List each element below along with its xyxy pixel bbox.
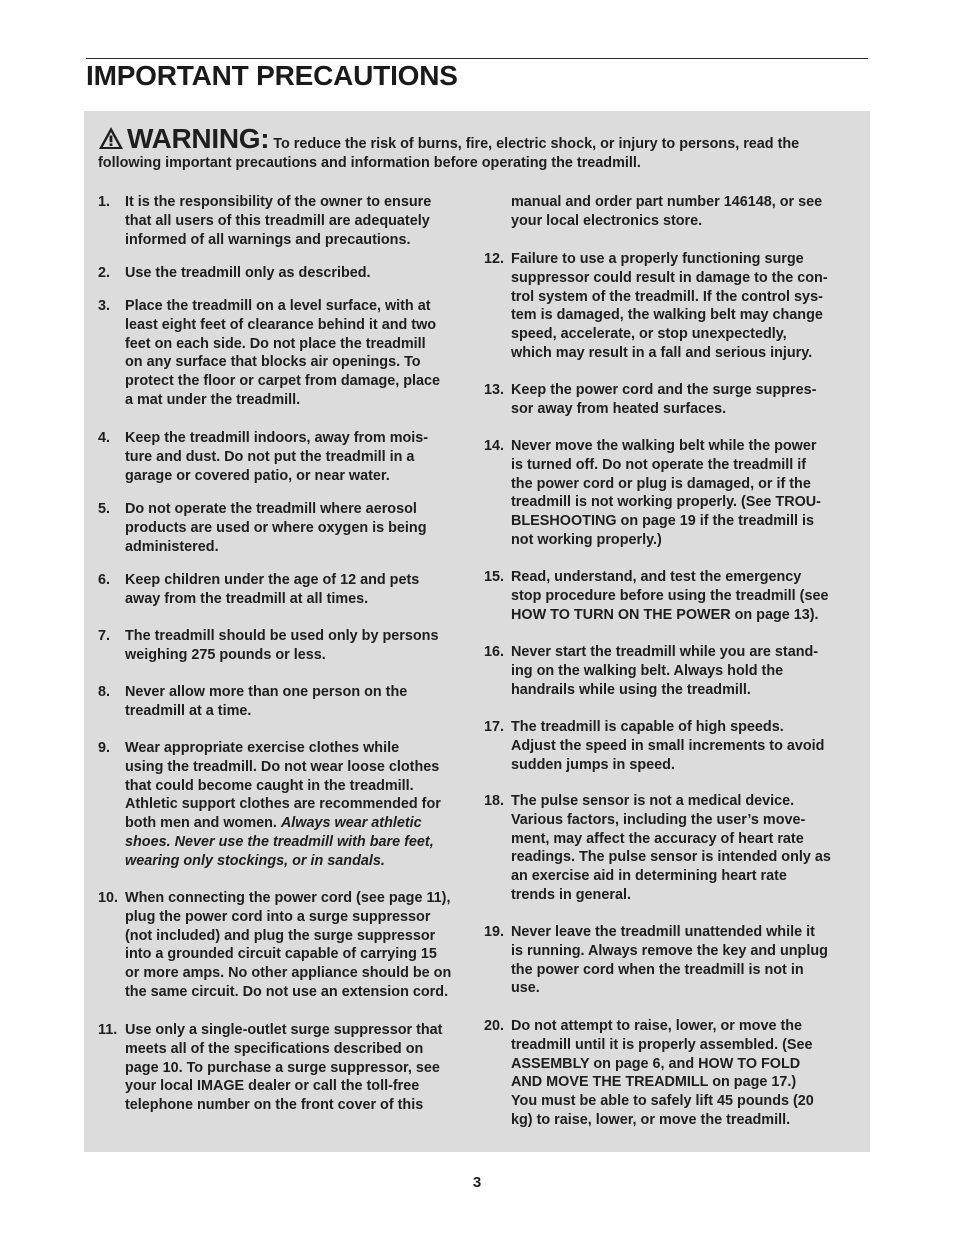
item-number: 5. (98, 501, 111, 517)
list-item (98, 500, 470, 556)
list-item (484, 792, 856, 905)
item-number: 7. (98, 628, 111, 644)
item-number: 3. (98, 298, 111, 314)
item-text: Keep the treadmill indoors, away from mois- ture and dust. Do not put the treadmill in a garage or covered patio, or near water. (125, 430, 429, 484)
list-item (484, 1017, 856, 1130)
item-number: 9. (98, 740, 111, 756)
item-number: 13. (484, 382, 505, 398)
item-text: Never allow more than one person on the treadmill at a time. (125, 684, 408, 719)
item-text: Do not attempt to raise, lower, or move the treadmill until it is properly assembled. (See ASSEMBLY on page 6, and HOW TO FOLD AND MOVE THE TREADMILL on page 17.) You must be able to safely lift 45 pounds (20 kg) to raise, lower, or move the treadmill. (511, 1018, 814, 1128)
item-number: 8. (98, 684, 111, 700)
list-item (484, 250, 856, 363)
item-text: Use the treadmill only as described. (125, 265, 371, 281)
list-item (98, 1021, 470, 1115)
list-item (98, 683, 470, 721)
warning-triangle-icon (98, 126, 124, 150)
item-text: The pulse sensor is not a medical device. Various factors, including the user’s move- ment, may affect the accuracy of heart rate readings. The pulse sensor is intended only as an exercise aid in determining heart rate trends in general. (511, 793, 831, 903)
item-number: 15. (484, 569, 505, 585)
list-item (98, 739, 470, 871)
item-number: 18. (484, 793, 505, 809)
item-text (125, 739, 470, 871)
item-text: The treadmill is capable of high speeds. Adjust the speed in small increments to avoid sudden jumps in speed. (511, 719, 825, 773)
precautions-panel (84, 111, 870, 1152)
item-number: 20. (484, 1018, 505, 1034)
item-number: 11. (98, 1022, 118, 1038)
list-item (98, 889, 470, 1002)
item-number: 1. (98, 194, 111, 210)
item-text: Use only a single-outlet surge suppressor that meets all of the specifications described on page 10. To purchase a surge suppressor, see your local IMAGE dealer or call the toll-free telephone number on the front cover of this (125, 1022, 443, 1114)
item-text: It is the responsibility of the owner to ensure that all users of this treadmill are adequately informed of all warnings and precautions. (125, 194, 432, 248)
item-text: When connecting the power cord (see page 11), plug the power cord into a surge suppressor (not included) and plug the surge suppressor into a grounded circuit capable of carrying 15 or more amps. No other appliance should be on the same circuit. Do not use an extension cord. (125, 890, 452, 1000)
item-text: Keep children under the age of 12 and pets away from the treadmill at all times. (125, 572, 420, 607)
item-number: 19. (484, 924, 505, 940)
warning-word: WARNING: (127, 123, 270, 154)
item-number: 17. (484, 719, 505, 735)
item-text: Never start the treadmill while you are stand- ing on the walking belt. Always hold the handrails while using the treadmill. (511, 644, 819, 698)
item-text: Never move the walking belt while the power is turned off. Do not operate the treadmill if the power cord or plug is damaged, or if the treadmill is not working properly. (See TROU- BLESHOOTING on page 19 if the treadmill is not working properly.) (511, 438, 821, 548)
item-text: The treadmill should be used only by persons weighing 275 pounds or less. (125, 628, 439, 663)
item-number: 4. (98, 430, 111, 446)
item-text: manual and order part number 146148, or see your local electronics store. (511, 194, 823, 229)
list-item (484, 718, 856, 774)
list-item (98, 571, 470, 609)
item-text-regular: Wear appropriate exercise clothes while using the treadmill. Do not wear loose clothes that could become caught in the treadmill. Athletic support clothes are recommended for both men and women. (125, 740, 441, 832)
item-number: 16. (484, 644, 505, 660)
item-number: 10. (98, 890, 119, 906)
item-text: Failure to use a properly functioning surge suppressor could result in damage to the con- trol system of the treadmill. If the control sys- tem is damaged, the walking belt may change speed, accelerate, or stop unexpectedly, which may result in a fall and serious injury. (511, 251, 828, 361)
page-number: 3 (472, 1174, 482, 1191)
item-text-emphasis: Always wear athletic shoes. Never use the treadmill with bare feet, wearing only stockings, or in sandals. (125, 815, 434, 869)
list-item (484, 381, 856, 419)
list-item (484, 193, 856, 231)
list-item (484, 568, 856, 624)
warning-block (98, 125, 858, 173)
list-item (98, 627, 470, 665)
item-number: 6. (98, 572, 111, 588)
item-text: Read, understand, and test the emergency stop procedure before using the treadmill (see HOW TO TURN ON THE POWER on page 13). (511, 569, 829, 623)
warning-text: To reduce the risk of burns, fire, electric shock, or injury to persons, read the following important precautions and information before operating the treadmill. (98, 136, 800, 171)
item-number: 14. (484, 438, 505, 454)
list-item (98, 429, 470, 485)
list-item (98, 264, 470, 283)
list-item (484, 643, 856, 699)
list-item (484, 437, 856, 550)
item-number: 12. (484, 251, 505, 267)
list-item (484, 923, 856, 998)
item-text: Place the treadmill on a level surface, with at least eight feet of clearance behind it and two feet on each side. Do not place the treadmill on any surface that blocks air openings. To protect the floor or carpet from damage, place a mat under the treadmill. (125, 298, 441, 408)
item-text: Never leave the treadmill unattended while it is running. Always remove the key and unplug the power cord when the treadmill is not in use. (511, 924, 828, 997)
item-text: Do not operate the treadmill where aerosol products are used or where oxygen is being administered. (125, 501, 427, 555)
page-title: IMPORTANT PRECAUTIONS (86, 60, 458, 91)
list-item (98, 193, 470, 249)
item-number: 2. (98, 265, 111, 281)
list-item (98, 297, 470, 410)
item-text: Keep the power cord and the surge suppres- sor away from heated surfaces. (511, 382, 817, 417)
